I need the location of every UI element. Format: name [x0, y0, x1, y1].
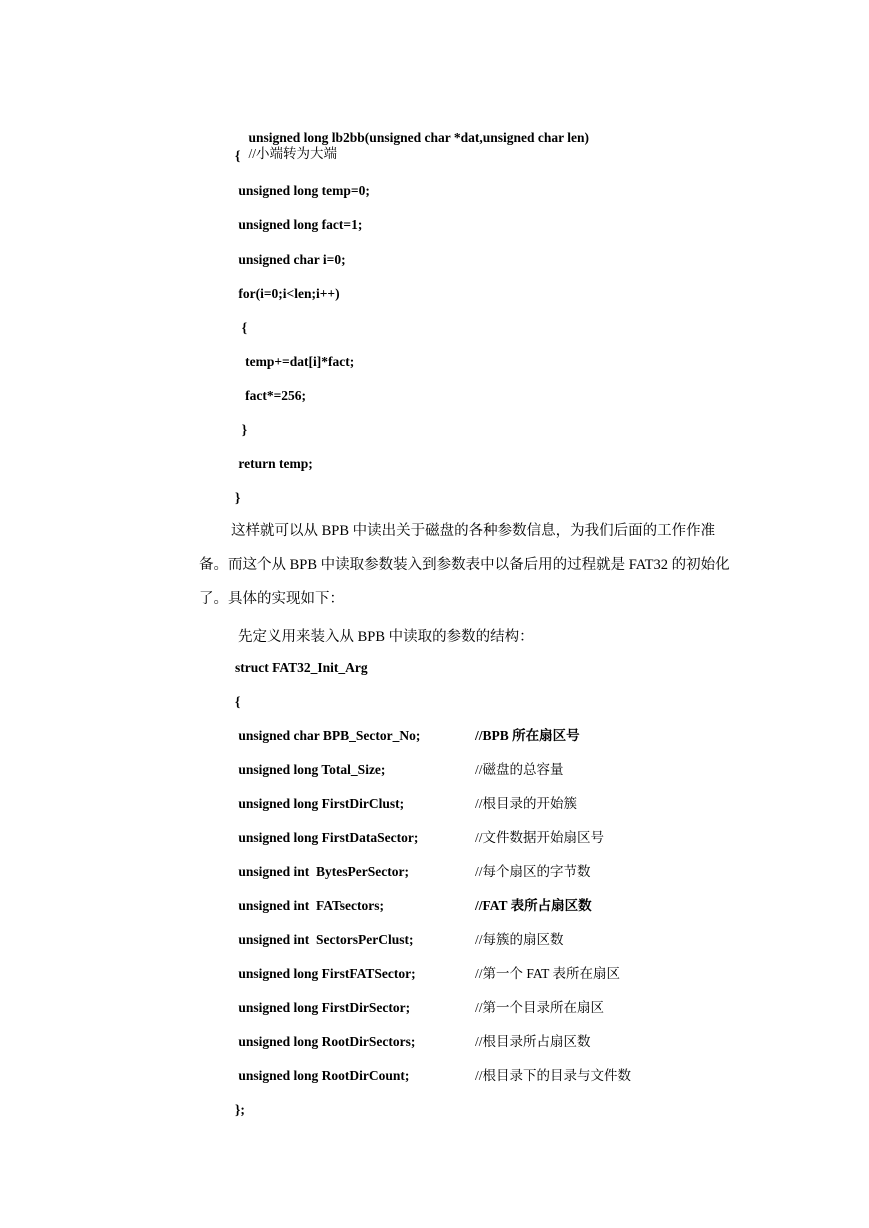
struct-field [235, 728, 580, 744]
field-decl: unsigned long FirstFATSector; [235, 966, 416, 981]
struct-close-brace: }; [235, 1102, 245, 1117]
field-comment: //第一个 FAT 表所在扇区 [475, 966, 621, 981]
struct-field [235, 932, 564, 948]
struct-field [235, 966, 621, 982]
code-line [235, 148, 240, 164]
code-text: unsigned long temp=0; [235, 183, 370, 198]
code-text: for(i=0;i<len;i++) [235, 286, 340, 301]
code-text: unsigned long lb2bb(unsigned char *dat,unsigned char len) [248, 130, 589, 145]
field-decl: unsigned long Total_Size; [235, 762, 386, 777]
code-text: fact*=256; [235, 388, 307, 403]
code-line [235, 354, 354, 370]
code-text: { [235, 148, 241, 163]
code-text: temp+=dat[i]*fact; [235, 354, 355, 369]
code-line [235, 286, 340, 302]
struct-field [235, 898, 592, 914]
field-decl: unsigned long FirstDataSector; [235, 830, 419, 845]
field-comment: //根目录下的目录与文件数 [475, 1068, 632, 1083]
field-comment: //每簇的扇区数 [475, 932, 564, 947]
code-line [235, 252, 346, 268]
lead-sentence: 先定义用来装入从 BPB 中读取的参数的结构： [238, 629, 534, 645]
field-comment: //第一个目录所在扇区 [475, 1000, 605, 1015]
code-line [235, 217, 362, 233]
code-line [235, 320, 247, 336]
code-line [235, 114, 589, 178]
code-text: } [235, 422, 248, 437]
code-text: unsigned long fact=1; [235, 217, 363, 232]
field-decl: unsigned long FirstDirClust; [235, 796, 405, 811]
struct-field [235, 762, 564, 778]
code-text: } [235, 490, 241, 505]
field-decl: unsigned char BPB_Sector_No; [235, 728, 421, 743]
struct-field [235, 1068, 632, 1084]
field-decl: unsigned int FATsectors; [235, 898, 385, 913]
field-comment: //BPB 所在扇区号 [475, 728, 580, 743]
code-text: unsigned char i=0; [235, 252, 346, 267]
field-decl: unsigned long RootDirSectors; [235, 1034, 416, 1049]
field-decl: unsigned long FirstDirSector; [235, 1000, 411, 1015]
struct-open-brace: { [235, 694, 241, 709]
code-line [235, 388, 306, 404]
code-line [235, 456, 313, 472]
code-line [235, 490, 240, 506]
struct-field [235, 1034, 591, 1050]
field-comment: //根目录所占扇区数 [475, 1034, 591, 1049]
field-comment: //FAT 表所占扇区数 [475, 898, 592, 913]
field-decl: unsigned long RootDirCount; [235, 1068, 410, 1083]
field-comment: //磁盘的总容量 [475, 762, 564, 777]
field-comment: //每个扇区的字节数 [475, 864, 591, 879]
body-paragraph [199, 514, 739, 616]
field-decl: unsigned int SectorsPerClust; [235, 932, 414, 947]
code-comment: //小端转为大端 [248, 146, 338, 161]
code-line [235, 183, 370, 199]
code-text: { [235, 320, 248, 335]
paragraph-text: 这样就可以从 BPB 中读出关于磁盘的各种参数信息，为我们后面的工作作准备。而这个从 BPB 中读取参数装入到参数表中以备后用的过程就是 FAT32 的初始化了。具体的实现如下： [199, 523, 730, 607]
code-text: return temp; [235, 456, 313, 471]
struct-field [235, 796, 578, 812]
struct-field [235, 1000, 605, 1016]
code-line [235, 422, 247, 438]
field-comment: //文件数据开始扇区号 [475, 830, 605, 845]
struct-field [235, 864, 591, 880]
struct-header: struct FAT32_Init_Arg [235, 660, 368, 675]
field-comment: //根目录的开始簇 [475, 796, 578, 811]
struct-field [235, 830, 605, 846]
field-decl: unsigned int BytesPerSector; [235, 864, 409, 879]
